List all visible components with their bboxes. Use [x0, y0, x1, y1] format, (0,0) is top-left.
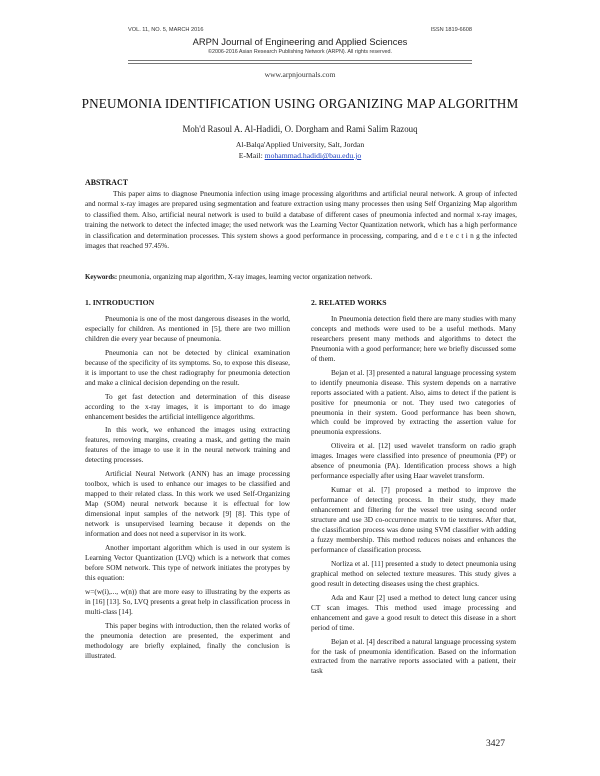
column-right	[311, 298, 516, 680]
copyright-notice: ©2006-2016 Asian Research Publishing Network (ARPN). All rights reserved.	[207, 49, 393, 55]
authors: Moh'd Rasoul A. Al-Hadidi, O. Dorgham and Rami Salim Razouq	[182, 124, 418, 134]
header-rule-top	[128, 60, 472, 61]
section-heading-introduction: 1. INTRODUCTION	[85, 298, 155, 307]
affiliation: Al-Balqa'Applied University, Salt, Jordan	[235, 140, 365, 149]
section-heading-related-works: 2. RELATED WORKS	[311, 298, 387, 307]
keywords-label: Keywords:	[85, 274, 118, 281]
intro-paragraph: In this work, we enhanced the images using extracting features, removing margins, creating a mask, and getting the main features of the image to use it in the neural network training and detecting processes.	[85, 425, 290, 465]
abstract-heading: ABSTRACT	[85, 178, 128, 187]
related-paragraph: Ada and Kaur [2] used a method to detect lung cancer using CT scan images. This method used image processing and enhancement and gave a good result to detect this disease in a short period of time.	[311, 592, 516, 632]
email-line	[0, 151, 600, 160]
abstract	[85, 189, 517, 251]
keywords-text: pneumonia, organizing map algorithm, X-ray images, learning vector organization network.	[117, 274, 373, 281]
intro-paragraph: This paper begins with introduction, then the related works of the pneumonia detection are presented, the experiment and methodology are briefly explained, finally the conclusion is illustrated.	[85, 620, 290, 660]
journal-website: www.arpnjournals.com	[264, 70, 336, 79]
related-paragraph: Oliveira et al. [12] used wavelet transform on radio graph images. Images were classified into presence of pneumonia (PP) or absence of pneumonia (PA). Identification process shows a high performance especially after using Haar wavelet transform.	[311, 441, 516, 481]
issn: ISSN 1819-6608	[430, 27, 472, 33]
journal-name: ARPN Journal of Engineering and Applied Sciences	[192, 36, 408, 47]
email-link[interactable]: mohammad.hadidi@bau.edu.jo	[264, 151, 362, 160]
related-paragraph: Bejan et al. [3] presented a natural language processing system to identify pneumonia disease. This system depends on a narrative reports associated with a patient. Also, aims to detect if the patient is positive for pneumonia or not. They used two categories of pneumonia in their system. Good performance has been shown, which could be improved by extracting the assertion value for pneumonia expressions.	[311, 367, 516, 437]
keywords	[85, 274, 517, 281]
intro-paragraph: Pneumonia can not be detected by clinical examination because of the specificity of its symptoms. So, to expose this disease, it is important to use the chest radiography for pneumonia detection and make a clinical decision depending on the result.	[85, 347, 290, 387]
intro-paragraph: Another important algorithm which is used in our system is Learning Vector Quantization (LVQ) which is a network that comes before SOM network. This type of network initiates the protypes by this equation:	[85, 542, 290, 582]
abstract-text: This paper aims to diagnose Pneumonia infection using image processing algorithms and artificial neural network. A group of infected and normal x-ray images are prepared using segmentation and feature extraction using many processes then using Self Organizing Map algorithm to classified them. Also, artificial neural network is used to build a database of different cases of pneumonia infected and normal x-ray images, training the network to detect the infected image; the used network was the Learning Vector Quantization network, which has a high performance in classification and determination processes. This system shows a good performance in processing, comparing, and d e t e c t i n g the infected images that reached 97.45%.	[85, 189, 517, 251]
related-paragraph: Bejan et al. [4] described a natural language processing system for the task of pneumonia identification. Based on the information extracted from the narrative reports associated with a patient, their task	[311, 636, 516, 676]
related-paragraph: In Pneumonia detection field there are many studies with many concepts and methods were used to be a useful methods. Many researchers present many methods and algorithms to detect the Pneumonia with a good performance; here we briefly discussed some of them.	[311, 313, 516, 363]
page-number: 3427	[486, 739, 505, 749]
intro-paragraph: Pneumonia is one of the most dangerous diseases in the world, especially for children. As mentioned in [5], there are two million children die every year because of pneumonia.	[85, 313, 290, 343]
email-label: E-Mail:	[238, 151, 265, 160]
intro-paragraph: Artificial Neural Network (ANN) has an image processing toolbox, which is used to enhance our images to be classified and mapped to their related class. In this work we used Self-Organizing Map (SOM) neural network because it is effectual for low dimensional input samples of the network [9] [8]. This type of network is unsupervised learning because it depends on the information and does not need a supervisor in its work.	[85, 469, 290, 539]
volume-info: VOL. 11, NO. 5, MARCH 2016	[128, 27, 204, 33]
intro-paragraph: w=(w(i),..., w(n)) that are more easy to illustrating by the experts as in [16] [13]. So, LVQ presents a great help in classification process in multi-class [14].	[85, 586, 290, 616]
related-paragraph: Kumar et al. [7] proposed a method to improve the performance of detecting process. In their study, they made enhancement and filtering for the vessel tree using second order structure and use 3D co-occurrence matrix to tie textures. After that, the classification process was done using SVM classifier with adding a fuzzy membership. This method reduces noises and enhances the performance of classification process.	[311, 485, 516, 554]
paper-title: PNEUMONIA IDENTIFICATION USING ORGANIZING MAP ALGORITHM	[81, 96, 519, 111]
intro-paragraph: To get fast detection and determination of this disease according to the x-ray images, it is important to do image enhancement besides the artificial intelligence algorithms.	[85, 391, 290, 421]
header-rule-bottom	[128, 63, 472, 64]
related-paragraph: Norliza et al. [11] presented a study to detect pneumonia using graphical method on selected texture measures. This study gives a good result in detecting diseases using the chest graphics.	[311, 558, 516, 588]
column-left	[85, 298, 290, 664]
